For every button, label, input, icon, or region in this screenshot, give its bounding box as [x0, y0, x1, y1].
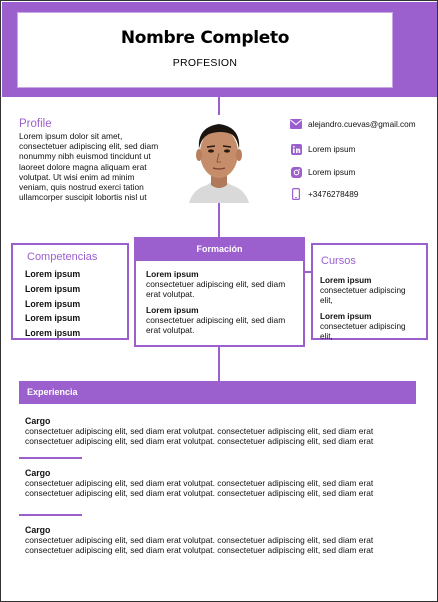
header-box — [17, 12, 393, 88]
contact-linkedin — [290, 143, 430, 155]
profile-text — [19, 131, 171, 202]
cursos-box — [311, 243, 428, 340]
contact-phone — [290, 188, 430, 200]
curso-entry-line: consectetuer adipiscing elit, — [320, 321, 406, 342]
formacion-entry-line: consectetuer adipiscing elit, sed diam — [146, 279, 286, 290]
phone-icon — [290, 188, 302, 200]
phone-text: +3476278489 — [308, 189, 359, 199]
formacion-entry-title: Lorem ipsum — [146, 269, 199, 279]
competencias-list — [25, 267, 80, 341]
profile-line: consectetuer adipiscing elit, sed diam — [19, 141, 159, 152]
experiencia-job — [25, 525, 417, 556]
email-text: alejandro.cuevas@gmail.com — [308, 119, 416, 129]
full-name: Nombre Completo — [120, 28, 290, 48]
contact-instagram — [290, 166, 430, 178]
formacion-entry-line: erat volutpat. — [146, 289, 195, 300]
formacion-box — [134, 237, 305, 347]
profile-line: ullamcorper suscipit lobortis nisl ut — [19, 192, 147, 203]
email-icon — [290, 118, 302, 130]
job-line: consectetuer adipiscing elit, sed diam erat volutpat. consectetuer adipiscing elit, sed diam erat — [25, 426, 374, 437]
job-line: consectetuer adipiscing elit, sed diam erat volutpat. consectetuer adipiscing elit, sed diam erat — [25, 478, 374, 489]
curso-entry-line: consectetuer adipiscing elit, — [320, 286, 406, 306]
competencias-box — [11, 243, 129, 340]
formacion-entry-line: consectetuer adipiscing elit, sed diam — [146, 314, 286, 325]
cursos-body — [320, 276, 420, 342]
profile-line: laoreet dolore magna aliquam erat — [19, 161, 147, 172]
competencia-item: Lorem ipsum — [25, 328, 81, 339]
formacion-entry-line: erat volutpat. — [146, 325, 195, 336]
job-line: consectetuer adipiscing elit, sed diam erat volutpat. consectetuer adipiscing elit, sed diam erat — [25, 436, 374, 447]
formacion-body — [146, 269, 296, 335]
profile-photo — [187, 115, 251, 203]
linkedin-text: Lorem ipsum — [308, 144, 356, 154]
profile-line: Lorem ipsum dolor sit amet, — [19, 131, 123, 141]
curso-entry-title: Lorem ipsum — [320, 276, 372, 285]
experiencia-title: Experiencia — [19, 381, 416, 404]
connector-mid — [218, 346, 220, 381]
competencias-title: Competencias — [27, 251, 98, 263]
competencia-item: Lorem ipsum — [25, 283, 81, 294]
job-line: consectetuer adipiscing elit, sed diam erat volutpat. consectetuer adipiscing elit, sed diam erat — [25, 535, 374, 546]
formacion-entry-title: Lorem ipsum — [146, 304, 199, 315]
profession: PROFESION — [172, 57, 238, 69]
linkedin-icon — [290, 143, 302, 155]
instagram-icon — [290, 166, 302, 178]
profile-line: volutpat. Ut wisi enim ad minim — [19, 171, 135, 182]
contact-email — [290, 118, 430, 130]
job-divider — [19, 514, 82, 516]
curso-entry-title: Lorem ipsum — [320, 311, 372, 321]
competencia-item: Lorem ipsum — [25, 298, 81, 309]
experiencia-job — [25, 468, 417, 499]
competencia-item: Lorem ipsum — [25, 269, 81, 279]
job-title: Cargo — [25, 468, 51, 478]
profile-line: veniam, quis nostrud exerci tation — [19, 182, 144, 193]
competencia-item: Lorem ipsum — [25, 313, 81, 324]
job-divider — [19, 457, 82, 459]
connector-photo-down — [218, 203, 220, 237]
connector-top — [218, 97, 220, 115]
job-title: Cargo — [25, 525, 51, 535]
formacion-title: Formación — [136, 239, 303, 261]
cursos-title: Cursos — [321, 255, 356, 267]
job-line: consectetuer adipiscing elit, sed diam erat volutpat. consectetuer adipiscing elit, sed diam erat — [25, 488, 374, 499]
profile-title: Profile — [19, 118, 52, 130]
job-line: consectetuer adipiscing elit, sed diam erat volutpat. consectetuer adipiscing elit, sed diam erat — [25, 545, 374, 556]
profile-line: nonummy nibh euismod tincidunt ut — [19, 151, 151, 162]
experiencia-job — [25, 416, 417, 447]
job-title: Cargo — [25, 416, 51, 426]
instagram-text: Lorem ipsum — [308, 167, 356, 177]
